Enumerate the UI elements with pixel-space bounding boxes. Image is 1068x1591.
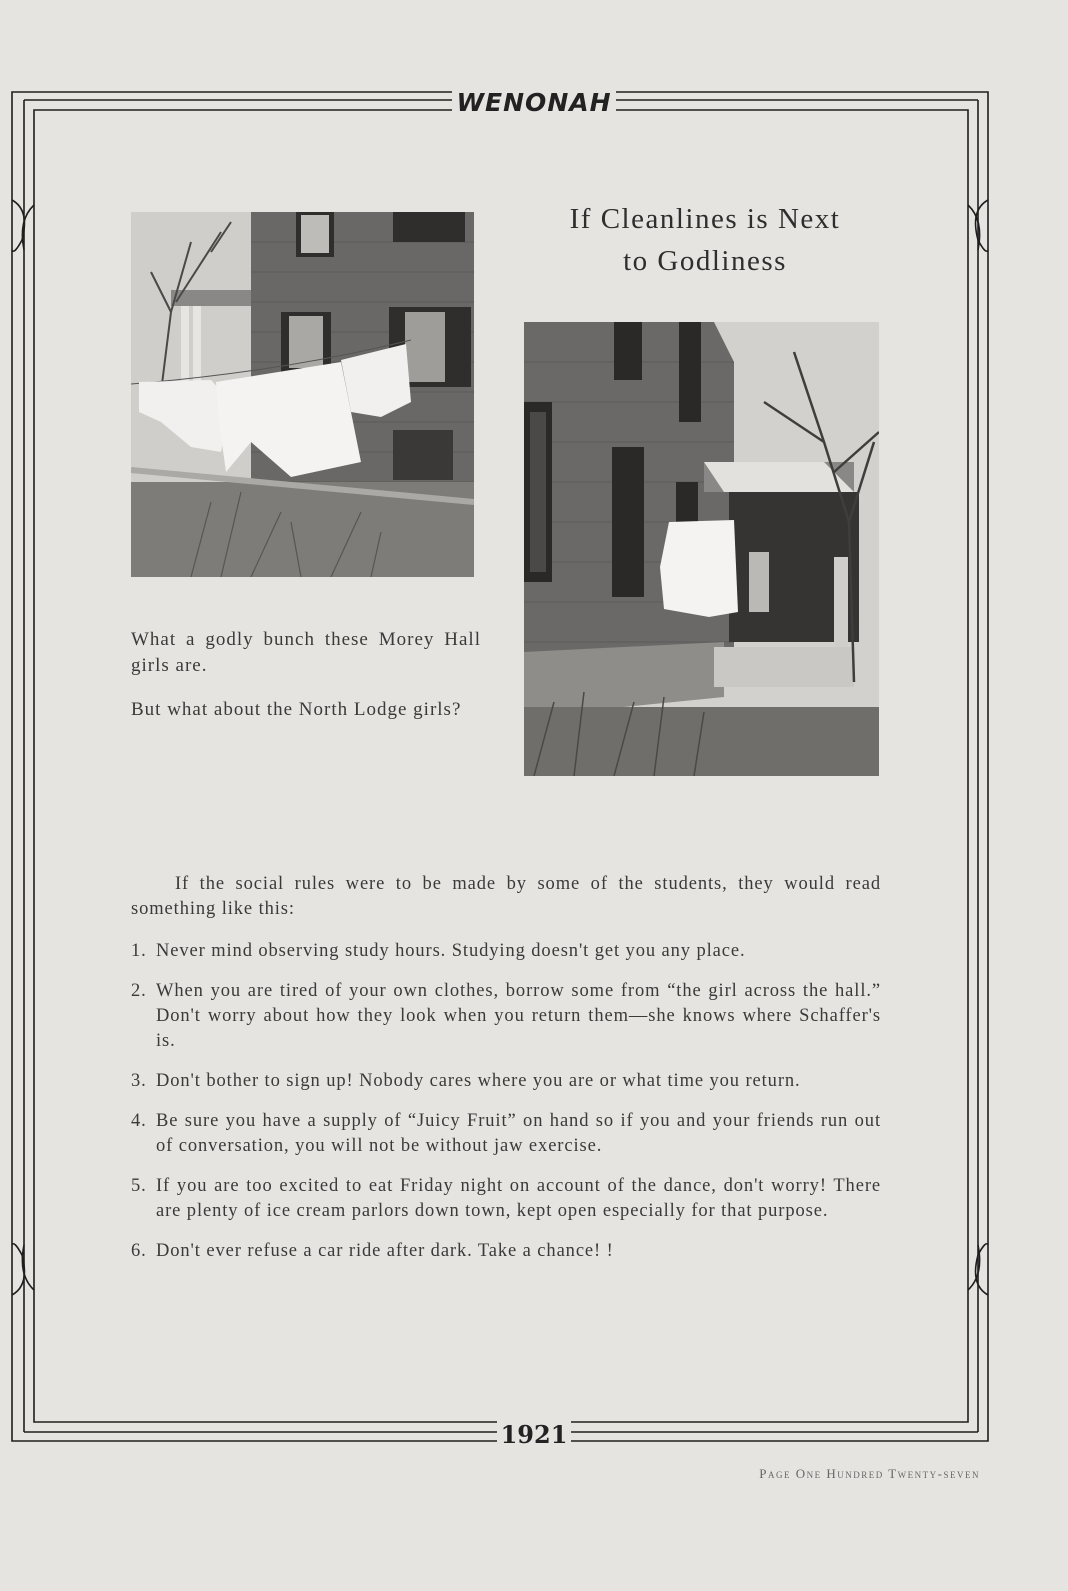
rule-number: 3. (131, 1071, 147, 1091)
north-lodge-photo (524, 322, 879, 776)
rule-number: 4. (131, 1111, 147, 1131)
rule-text: Be sure you have a supply of “Juicy Fruit” on hand so if you and your friends run out of conversation, you will not be without jaw exercise. (156, 1111, 881, 1156)
social-rules-text (131, 872, 881, 1279)
rule-number: 5. (131, 1176, 147, 1196)
year-label: 1921 (497, 1420, 572, 1449)
rule-text: Don't ever refuse a car ride after dark. Take a chance! ! (156, 1241, 614, 1261)
rule-text: Don't bother to sign up! Nobody cares where you are or what time you return. (156, 1071, 801, 1091)
rule-number: 6. (131, 1241, 147, 1261)
morey-hall-photo (131, 212, 474, 577)
rule-item (131, 1239, 881, 1264)
masthead (0, 88, 1068, 117)
rule-item (131, 1109, 881, 1159)
rule-item (131, 939, 881, 964)
rule-text: When you are tired of your own clothes, borrow some from “the girl across the hall.” Don't worry about how they look when you return them—she knows where Schaffer's is. (156, 981, 881, 1051)
rule-item (131, 979, 881, 1054)
intro-paragraph: If the social rules were to be made by some of the students, they would read something like this: (131, 874, 881, 919)
rule-number: 1. (131, 941, 147, 961)
page-number: Page One Hundred Twenty-seven (759, 1466, 980, 1481)
rule-text: Never mind observing study hours. Studying doesn't get you any place. (156, 941, 746, 961)
title-line-2: to Godliness (623, 245, 787, 277)
rules-list (131, 939, 881, 1264)
caption-north-lodge: But what about the North Lodge girls? (131, 699, 462, 720)
rule-item (131, 1174, 881, 1224)
title-line-1: If Cleanlines is Next (569, 203, 841, 235)
rule-text: If you are too excited to eat Friday night on account of the dance, don't worry! There are plenty of ice cream parlors down town, kept open especially for that purpose. (156, 1176, 881, 1221)
article-title (530, 198, 880, 282)
footer-year (0, 1420, 1068, 1449)
rule-item (131, 1069, 881, 1094)
masthead-title: WENONAH (452, 88, 615, 117)
rule-number: 2. (131, 981, 147, 1001)
caption-morey-hall: What a godly bunch these Morey Hall girls are. (131, 629, 481, 676)
